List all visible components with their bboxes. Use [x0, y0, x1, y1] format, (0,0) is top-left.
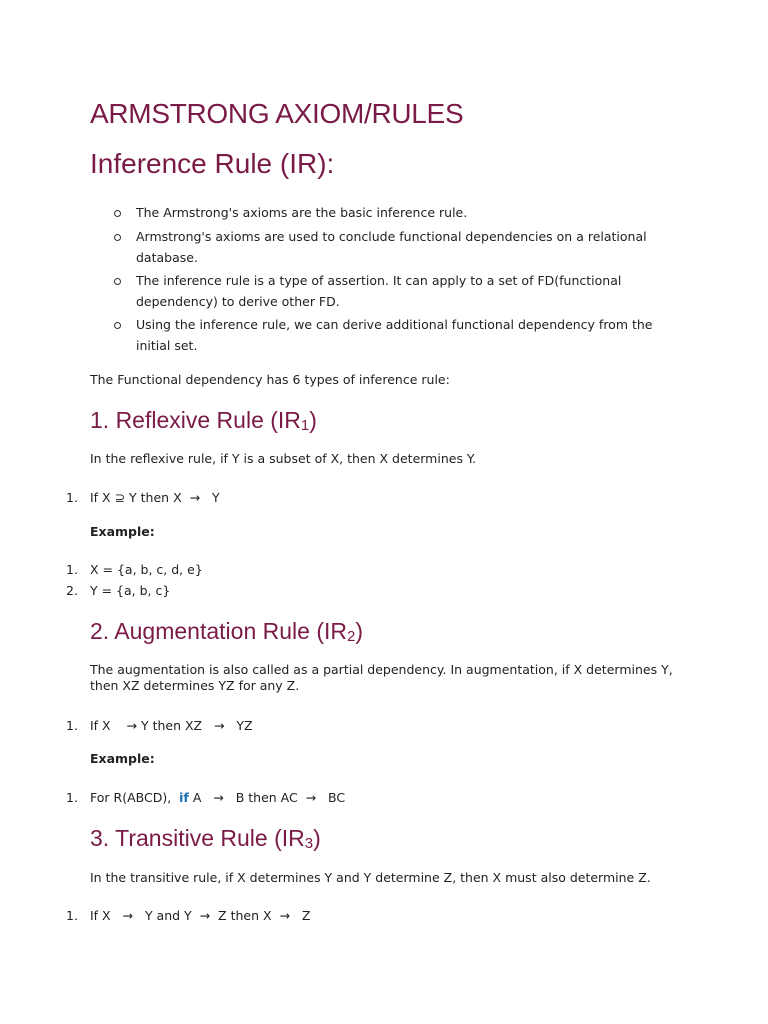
list-item-text: Armstrong's axioms are used to conclude functional dependencies on a relational database. [136, 229, 647, 265]
reflexive-rule-heading: 1. Reflexive Rule $(IR_1)$ [90, 407, 317, 434]
list-item-text: Using the inference rule, we can derive additional functional dependency from the initial set. [136, 317, 653, 353]
augmentation-rule-item: 1. If X → Y then XZ → YZ [66, 718, 253, 733]
bullet-icon [114, 234, 121, 241]
bullet-icon [114, 210, 121, 217]
reflexive-description: In the reflexive rule, if Y is a subset of X, then X determines Y. [90, 451, 477, 466]
reflexive-rule-item: 1. If X ⊇ Y then X → Y [66, 490, 220, 505]
bullet-icon [114, 278, 121, 285]
augmentation-example-item: 1. For R(ABCD), if A → B then AC → BC [66, 790, 346, 805]
transitive-description: In the transitive rule, if X determines Y and Y determine Z, then X must also determine Z. [90, 870, 651, 885]
augmentation-example-label: Example: [90, 751, 155, 766]
reflexive-example-label: Example: [90, 524, 155, 539]
list-item [136, 202, 666, 223]
augmentation-description: The augmentation is also called as a partial dependency. In augmentation, if X determines Y, then XZ determines YZ for any Z. [90, 662, 673, 693]
inference-rule-heading: Inference Rule (IR): [90, 148, 335, 179]
main-title: ARMSTRONG AXIOM/RULES [90, 98, 464, 129]
list-item-text: The Armstrong's axioms are the basic inference rule. [136, 205, 468, 220]
list-item [136, 226, 666, 268]
transitive-rule-heading: 3. Transitive Rule $(IR_3)$ [90, 825, 321, 852]
transitive-rule-item: 1. If X → Y and Y → Z then X → Z [66, 908, 311, 923]
intro-text: The Functional dependency has 6 types of inference rule: [90, 372, 450, 387]
list-item-text: The inference rule is a type of assertion. It can apply to a set of FD(functional dependency) to derive other FD. [136, 273, 622, 309]
list-item [136, 270, 666, 312]
keyword-if: if [179, 790, 189, 805]
reflexive-example-item: 1. X = {a, b, c, d, e} [66, 562, 203, 577]
bullet-icon [114, 322, 121, 329]
list-item [136, 314, 666, 356]
augmentation-rule-heading: 2. Augmentation Rule $(IR_2)$ [90, 618, 363, 645]
reflexive-example-item: 2. Y = {a, b, c} [66, 583, 171, 598]
